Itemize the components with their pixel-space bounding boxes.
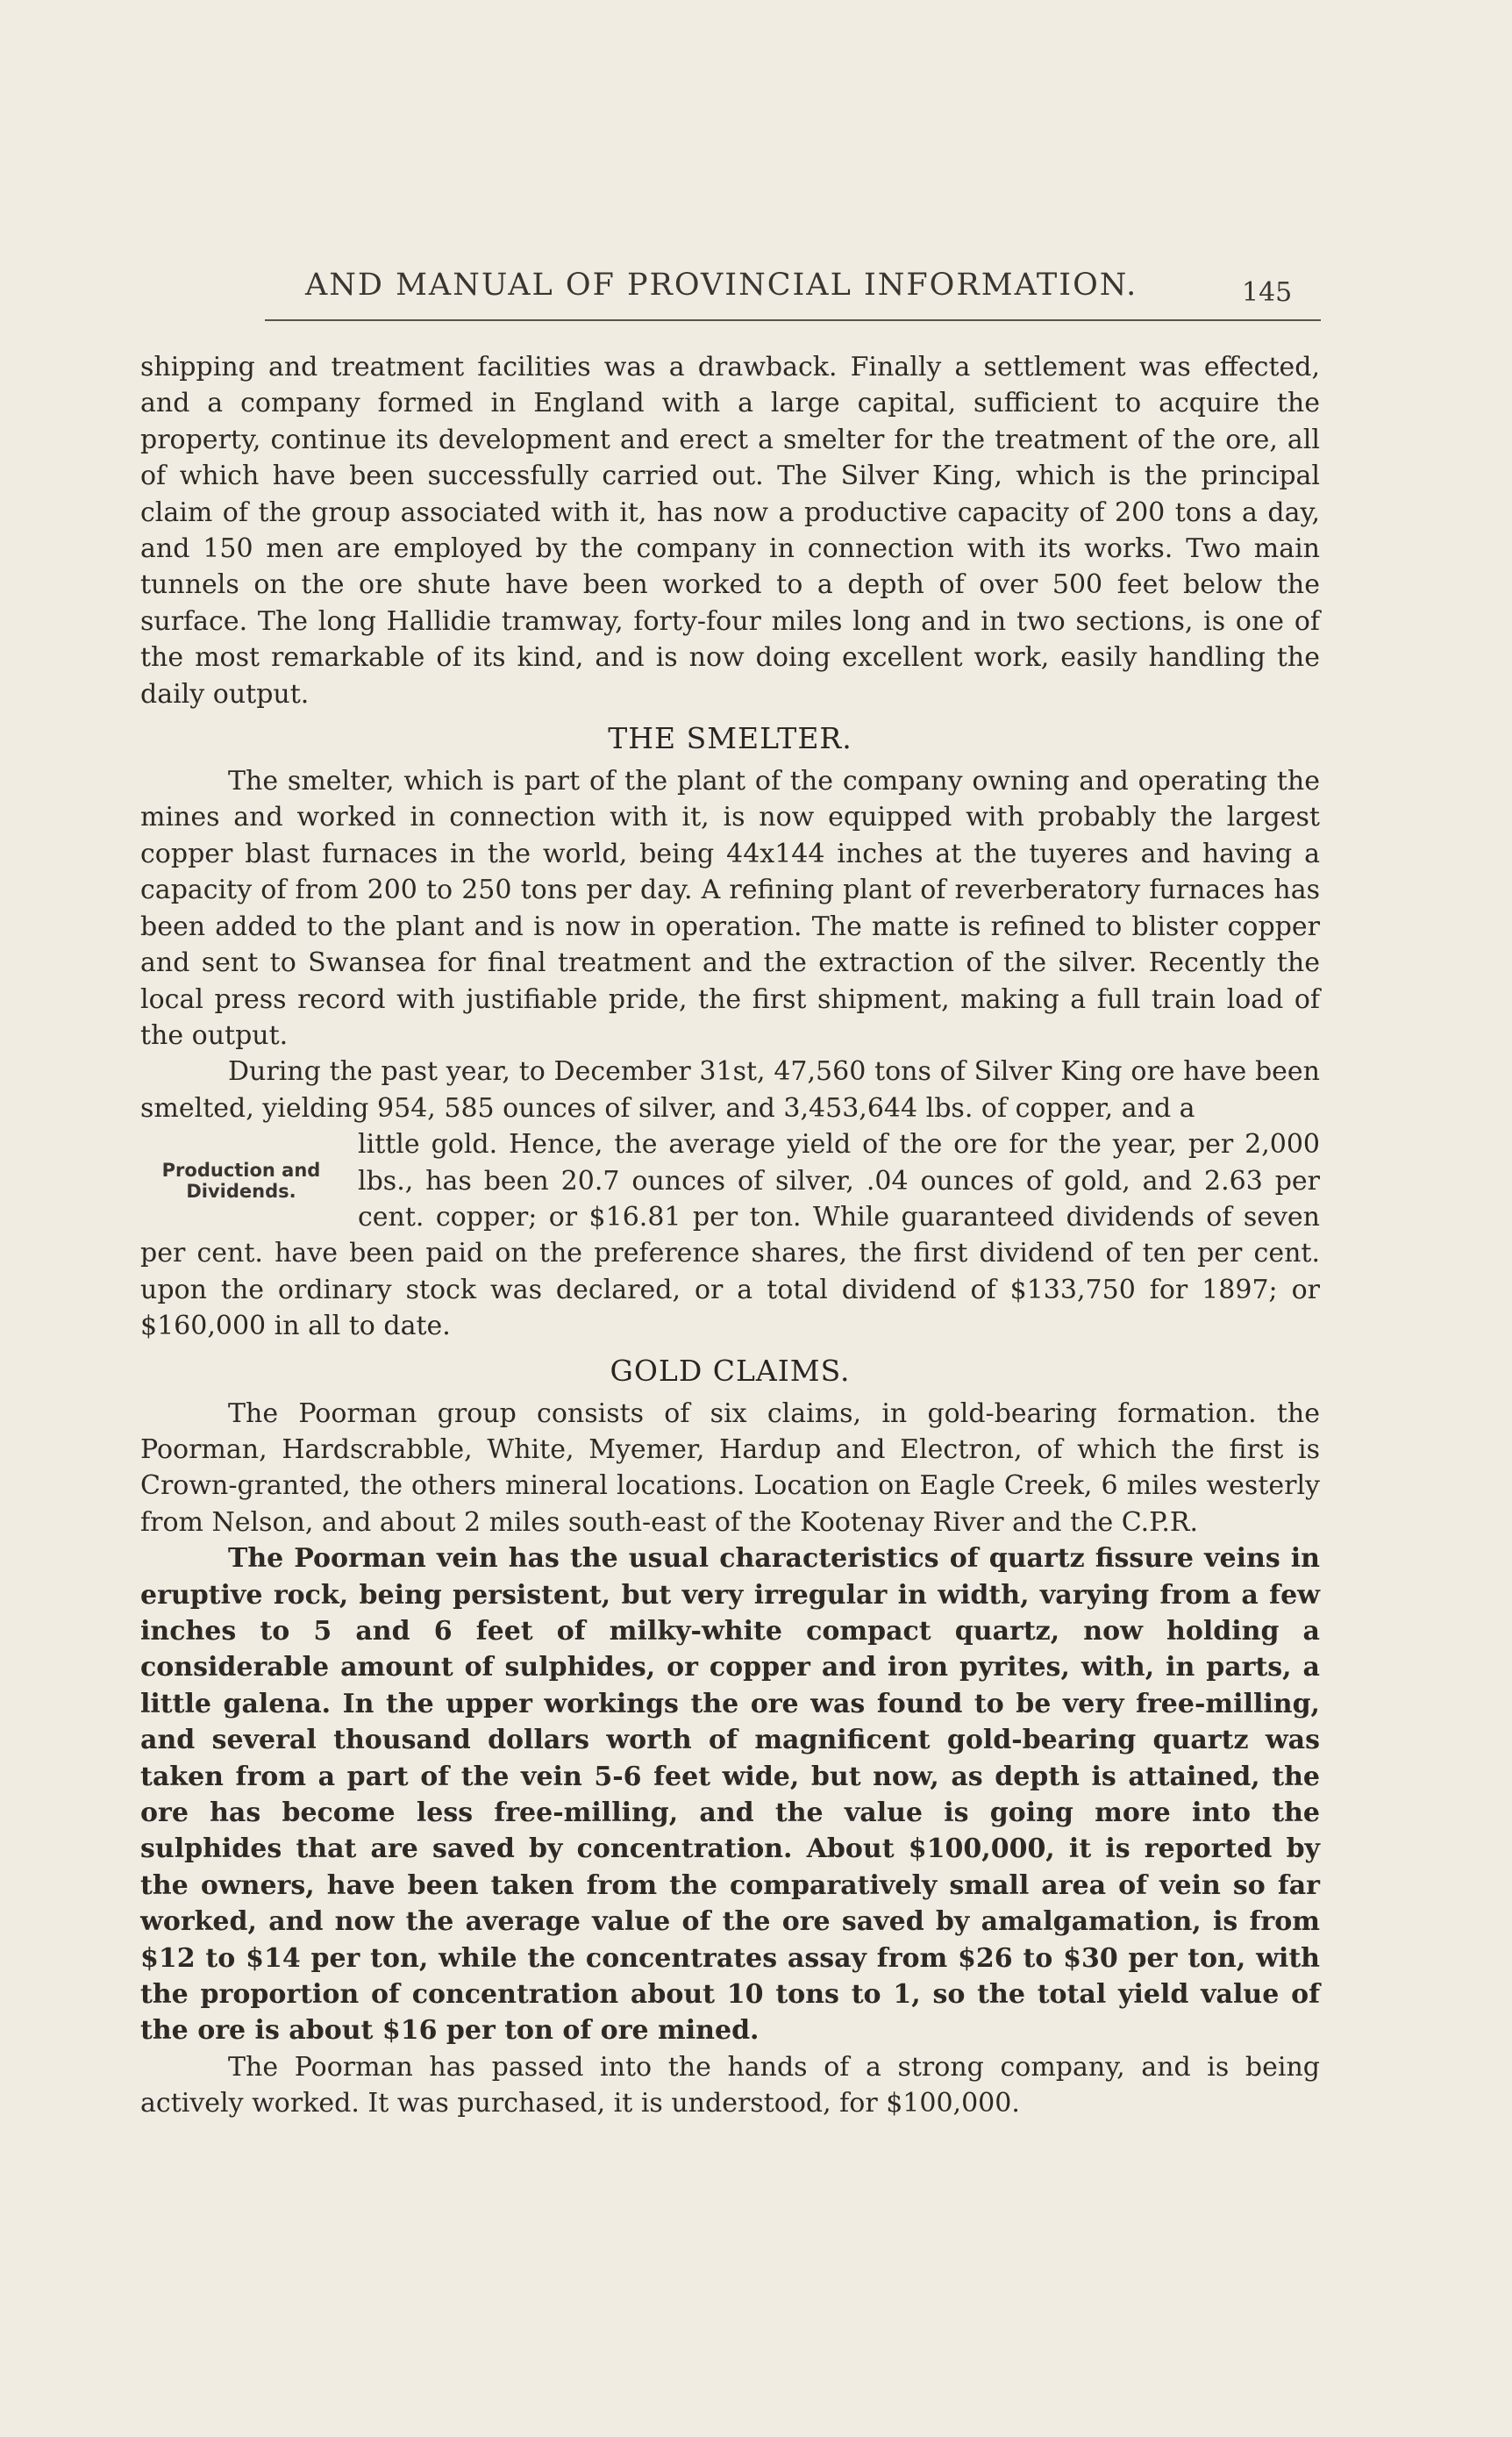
- paragraph-poorman-group: The Poorman group consists of six claims, in gold-bearing formation. the Poorman, Hardscrabble, White, Myemer, Hardup and Electron, of which the first is Crown-granted, the others mineral locations. Location on Eagle Creek, 6 miles westerly from Nelson, and about 2 miles south-east of the Kootenay River and the C.P.R.: [140, 1397, 1320, 1538]
- paragraph-production-rest: little gold. Hence, the average yield of the ore for the year, per 2,000 lbs., has been 20.7 ounces of silver, .04 ounces of gold, and 2.63 per cent. copper; or $16.81 per ton. While guaranteed dividends of seven per cent. have been paid on the preference shares, the first dividend of ten per cent. upon the ordinary stock was declared, or a total dividend of $133,750 for 1897; or $160,000 in all to date.: [140, 1129, 1320, 1342]
- paragraph-production-lead: During the past year, to December 31st, 47,560 tons of Silver King ore have been smelted, yielding 954, 585 ounces of silver, and 3,453,644 lbs. of copper, and a: [140, 1056, 1320, 1124]
- heading-smelter: THE SMELTER.: [608, 721, 852, 756]
- paragraph-shipping: shipping and treatment facilities was a drawback. Finally a settlement was effected, and a company formed in England with a large capital, sufficient to acquire the property, continue its development and erect a smelter for the treatment of the ore, all of which have been successfully carried out. The Silver King, which is the principal claim of the group associated with it, has now a productive capacity of 200 tons a day, and 150 men are employed by the company in connection with its works. Two main tunnels on the ore shute have been worked to a depth of over 500 feet below the surface. The long Hallidie tramway, forty-four miles long and in two sections, is one of the most remarkable of its kind, and is now doing excellent work, easily handling the daily output.: [140, 352, 1320, 710]
- body-text: [140, 349, 1320, 2122]
- paragraph-poorman-company: The Poorman has passed into the hands of a strong company, and is being actively worked. It was purchased, it is understood, for $100,000.: [140, 2051, 1320, 2119]
- header-rule: [265, 319, 1321, 321]
- page-number: 145: [1242, 277, 1293, 308]
- running-title: AND MANUAL OF PROVINCIAL INFORMATION.: [305, 268, 1138, 303]
- paragraph-poorman-vein: The Poorman vein has the usual characteristics of quartz fissure veins in eruptive rock, being persistent, but very irregular in width, varying from a few inches to 5 and 6 feet of milky-white compact quartz, now holding a considerable amount of sulphides, or copper and iron pyrites, with, in parts, a little galena. In the upper workings the ore was found to be very free-milling, and several thousand dollars worth of magnificent gold-bearing quartz was taken from a part of the vein 5-6 feet wide, but now, as depth is attained, the ore has become less free-milling, and the value is going more into the sulphides that are saved by concentration. About $100,000, it is reported by the owners, have been taken from the comparatively small area of vein so far worked, and now the average value of the ore saved by amalgamation, is from $12 to $14 per ton, while the concentrates assay from $26 to $30 per ton, with the proportion of concentration about 10 tons to 1, so the total yield value of the ore is about $16 per ton of ore mined.: [140, 1543, 1320, 2047]
- sidenote-production-dividends: Production and Dividends.: [161, 1160, 321, 1203]
- production-block: [140, 1126, 1320, 1344]
- heading-gold-claims: GOLD CLAIMS.: [610, 1353, 851, 1388]
- paragraph-smelter: The smelter, which is part of the plant of the company owning and operating the mines and worked in connection with it, is now equipped with probably the largest copper blast furnaces in the world, being 44x144 inches at the tuyeres and having a capacity of from 200 to 250 tons per day. A refining plant of reverberatory furnaces has been added to the plant and is now in operation. The matte is refined to blister copper and sent to Swansea for final treatment and the extraction of the silver. Recently the local press record with justifiable pride, the first shipment, making a full train load of the output.: [140, 766, 1320, 1051]
